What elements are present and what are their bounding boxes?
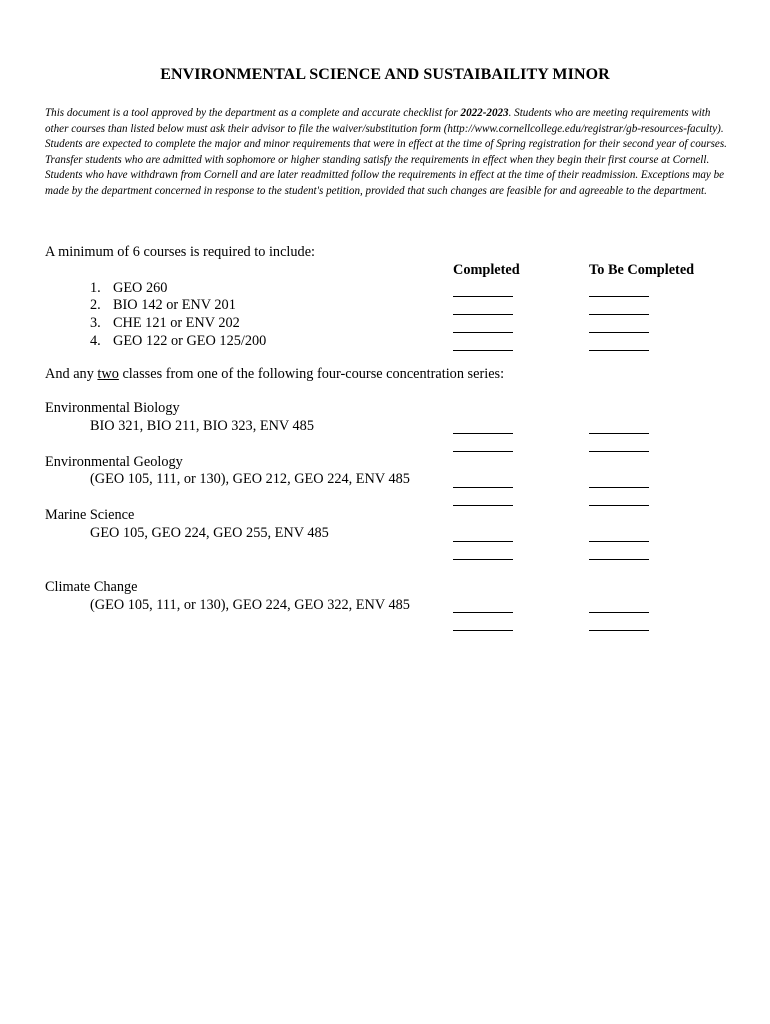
completed-blank[interactable] (453, 350, 513, 351)
completed-blank[interactable] (453, 612, 513, 613)
concentration-name: Environmental Biology (45, 400, 180, 416)
completed-blank[interactable] (453, 332, 513, 333)
concentration-name: Marine Science (45, 507, 135, 523)
concentration-courses: BIO 321, BIO 211, BIO 323, ENV 485 (90, 418, 314, 434)
completed-blank[interactable] (453, 451, 513, 452)
intro-year: 2022-2023 (460, 107, 509, 119)
column-header-to-be-completed: To Be Completed (589, 262, 695, 278)
required-item-course: GEO 260 (113, 280, 168, 296)
minimum-heading: A minimum of 6 courses is required to include: (45, 244, 316, 260)
completed-blank[interactable] (453, 630, 513, 631)
completed-blank[interactable] (453, 541, 513, 542)
completed-blank[interactable] (453, 505, 513, 506)
intro-text-rest: . Students who are meeting requirements with other courses than listed below must ask their advisor to file the waiver/substitution form (http://www.cornellcollege.edu/registrar/gb-resources-faculty). Students are expected to complete the major and minor requirements that were in effect at the time of Spring registration for their second year of courses. Transfer students who are admitted with sophomore or higher standing satisfy the requirements in effect when they begin their first course at Cornell. Students who have withdrawn from Cornell and are later readmitted follow the requirements in effect at the time of their readmission. Exceptions may be made by the department concerned in response to the student's petition, provided that such changes are feasible for and agreeable to the department. (45, 107, 727, 197)
required-item-num: 1. (90, 280, 101, 296)
required-item-course: GEO 122 or GEO 125/200 (113, 333, 267, 349)
intro-text-start: This document is a tool approved by the department as a complete and accurate checklist for (45, 107, 461, 119)
to-be-completed-blank[interactable] (589, 630, 649, 631)
series-heading-before: And any (45, 366, 98, 382)
required-item-num: 3. (90, 315, 101, 331)
to-be-completed-blank[interactable] (589, 296, 649, 297)
completed-blank[interactable] (453, 559, 513, 560)
to-be-completed-blank[interactable] (589, 350, 649, 351)
completed-blank[interactable] (453, 487, 513, 488)
to-be-completed-blank[interactable] (589, 505, 649, 506)
to-be-completed-blank[interactable] (589, 314, 649, 315)
required-item-course: BIO 142 or ENV 201 (113, 297, 236, 313)
concentration-name: Climate Change (45, 579, 138, 595)
required-item-num: 4. (90, 333, 101, 349)
to-be-completed-blank[interactable] (589, 612, 649, 613)
intro-paragraph (45, 106, 735, 200)
to-be-completed-blank[interactable] (589, 433, 649, 434)
required-item-course: CHE 121 or ENV 202 (113, 315, 240, 331)
required-item-num: 2. (90, 297, 101, 313)
concentration-name: Environmental Geology (45, 454, 183, 470)
document-title: ENVIRONMENTAL SCIENCE AND SUSTAIBAILITY MINOR (160, 66, 610, 83)
to-be-completed-blank[interactable] (589, 332, 649, 333)
completed-blank[interactable] (453, 433, 513, 434)
to-be-completed-blank[interactable] (589, 559, 649, 560)
series-heading-underlined: two (97, 366, 119, 382)
to-be-completed-blank[interactable] (589, 541, 649, 542)
series-heading (45, 366, 504, 383)
completed-blank[interactable] (453, 296, 513, 297)
concentration-courses: (GEO 105, 111, or 130), GEO 224, GEO 322, ENV 485 (90, 597, 410, 613)
to-be-completed-blank[interactable] (589, 487, 649, 488)
completed-blank[interactable] (453, 314, 513, 315)
to-be-completed-blank[interactable] (589, 451, 649, 452)
concentration-courses: (GEO 105, 111, or 130), GEO 212, GEO 224, ENV 485 (90, 471, 410, 487)
column-header-completed: Completed (453, 262, 520, 278)
concentration-courses: GEO 105, GEO 224, GEO 255, ENV 485 (90, 525, 329, 541)
series-heading-after: classes from one of the following four-course concentration series: (118, 366, 505, 382)
